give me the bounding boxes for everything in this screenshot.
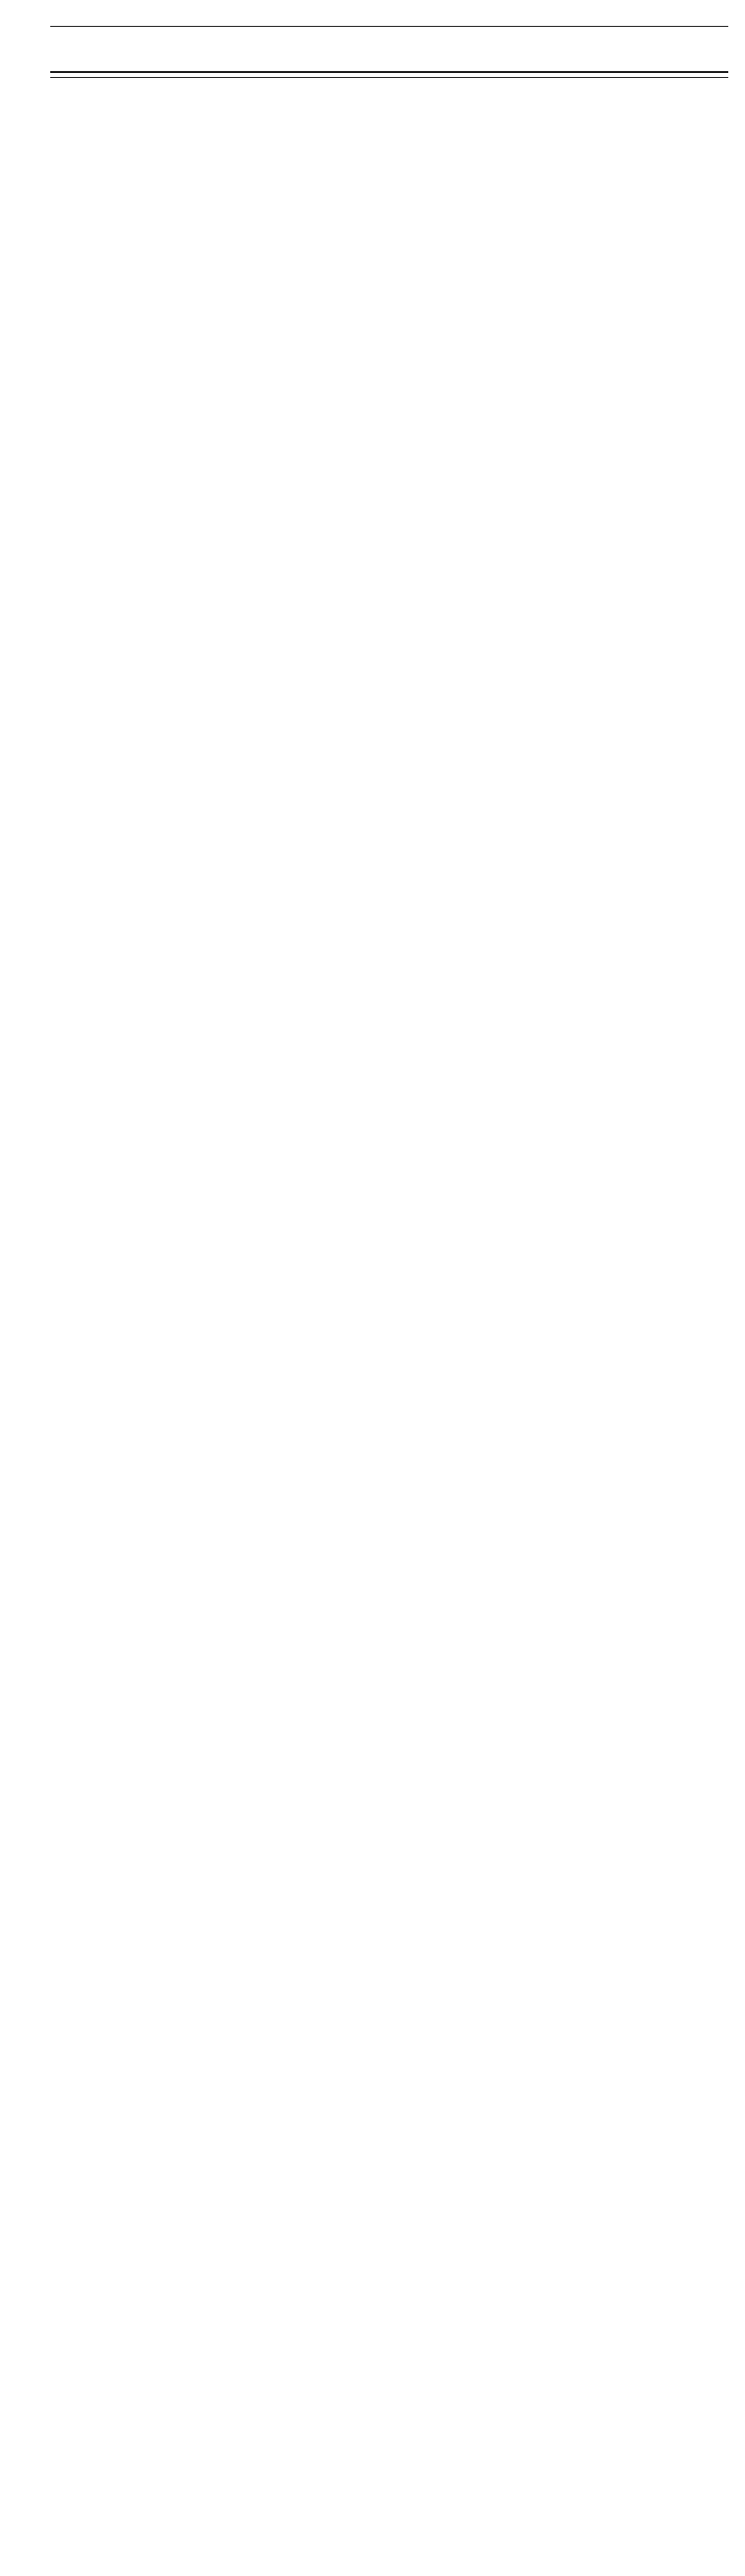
top-ruler-line [50,26,728,27]
cytoband-bar-bottom [50,77,728,78]
cytoband-bar[interactable] [50,71,728,73]
